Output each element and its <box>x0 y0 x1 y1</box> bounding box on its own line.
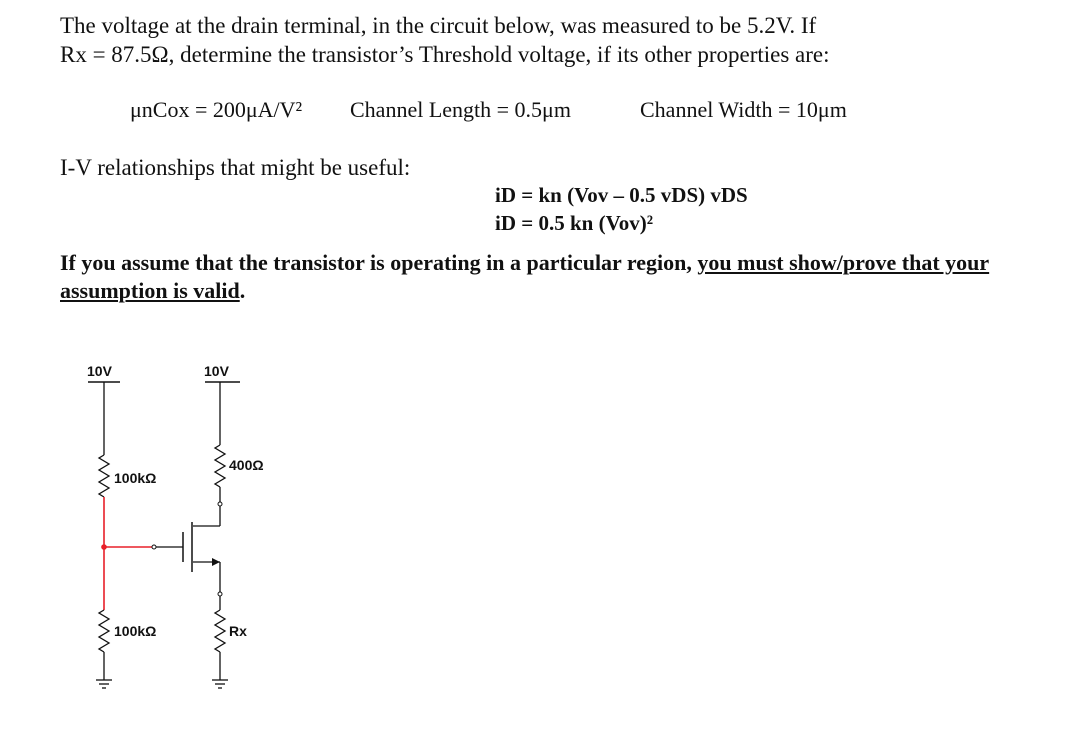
junction-dot <box>101 544 107 550</box>
question-line-2: Rx = 87.5Ω, determine the transistor’s Threshold voltage, if its other properties are: <box>60 42 830 67</box>
drain-node <box>218 502 222 506</box>
label-r-drain: 400Ω <box>229 457 264 473</box>
resistor-drain <box>215 445 225 487</box>
channel-length: Channel Length = 0.5μm <box>350 97 571 122</box>
note-plain: If you assume that the transistor is operating in a particular region, <box>60 250 698 275</box>
resistor-bottom-left <box>99 610 109 652</box>
circuit-diagram <box>0 330 360 730</box>
label-r-source: Rx <box>229 623 247 639</box>
right-supply-label: 10V <box>204 363 229 379</box>
gate-node <box>152 545 156 549</box>
source-node <box>218 592 222 596</box>
resistor-top-left <box>99 455 109 497</box>
mobility-oxide-cap: μnCox = 200μA/V² <box>130 97 303 122</box>
triode-equation: iD = kn (Vov – 0.5 vDS) vDS <box>495 183 748 207</box>
label-r-top-left: 100kΩ <box>114 470 157 486</box>
source-arrow-icon <box>212 558 220 566</box>
iv-heading: I-V relationships that might be useful: <box>60 155 411 180</box>
assumption-note <box>60 249 1040 305</box>
channel-width: Channel Width = 10μm <box>640 97 847 122</box>
label-r-bottom-left: 100kΩ <box>114 623 157 639</box>
note-underlined: you must show/prove that your assumption is valid <box>60 250 990 303</box>
question-line-1: The voltage at the drain terminal, in the circuit below, was measured to be 5.2V. If <box>60 13 817 38</box>
left-supply-label: 10V <box>87 363 112 379</box>
resistor-source <box>215 610 225 652</box>
note-end: . <box>239 278 246 303</box>
saturation-equation: iD = 0.5 kn (Vov)² <box>495 211 654 235</box>
